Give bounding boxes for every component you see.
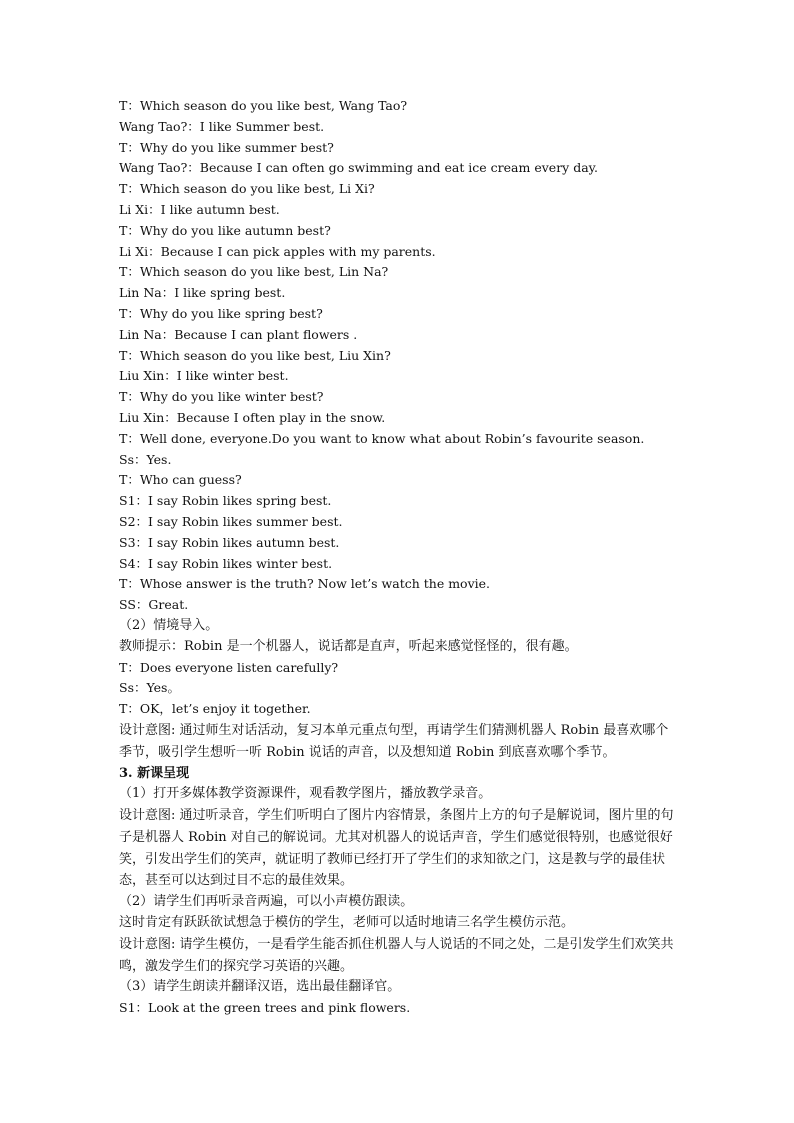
dialogue-line: S4：I say Robin likes winter best. <box>119 555 333 571</box>
section-step: （2）情境导入。 <box>119 617 219 633</box>
dialogue-line: S2：I say Robin likes summer best. <box>119 513 343 529</box>
design-intent-paragraph: 设计意图: 通过师生对话活动，复习本单元重点句型，再请学生们猜测机器人 Robin 最喜欢哪个季节，吸引学生想听一听 Robin 说话的声音，以及想知道 Robin 到底喜欢哪个季节。 <box>119 722 669 760</box>
dialogue-line: T：OK，let’s enjoy it together. <box>119 701 311 717</box>
dialogue-line: T：Well done, everyone.Do you want to know what about Robin’s favourite season. <box>119 430 645 446</box>
dialogue-line: Li Xi：Because I can pick apples with my parents. <box>119 243 436 259</box>
dialogue-line: Lin Na：I like spring best. <box>119 285 286 301</box>
dialogue-line: Wang Tao?：Because I can often go swimming and eat ice cream every day. <box>119 160 599 176</box>
dialogue-line: T：Whose answer is the truth? Now let’s watch the movie. <box>119 576 491 592</box>
dialogue-line: T：Why do you like spring best? <box>119 305 323 321</box>
dialogue-line: T：Who can guess? <box>119 472 242 488</box>
dialogue-line: T：Does everyone listen carefully? <box>119 659 339 675</box>
dialogue-line: SS：Great. <box>119 597 189 613</box>
dialogue-line: Lin Na：Because I can plant flowers . <box>119 326 358 342</box>
dialogue-line: Liu Xin：Because I often play in the snow. <box>119 409 386 425</box>
dialogue-line: T：Which season do you like best, Liu Xin? <box>119 347 391 363</box>
document-body <box>119 96 679 1019</box>
dialogue-line: S1：Look at the green trees and pink flowers. <box>119 1000 411 1016</box>
design-intent-paragraph: 设计意图: 请学生模仿，一是看学生能否抓住机器人与人说话的不同之处，二是引发学生们欢笑共鸣，激发学生们的探究学习英语的兴趣。 <box>119 936 674 974</box>
dialogue-line: S1：I say Robin likes spring best. <box>119 493 332 509</box>
dialogue-line: Ss：Yes. <box>119 451 172 467</box>
design-intent-paragraph: 设计意图: 通过听录音，学生们听明白了图片内容情景，条图片上方的句子是解说词，图片里的句子是机器人 Robin 对自己的解说词。尤其对机器人的说话声音，学生们感觉很特别，也感觉很好笑，引发出学生们的笑声，就证明了教师已经打开了学生们的求知欲之门，这是教与学的最佳状态，甚至可以达到过目不忘的最佳效果。 <box>119 808 674 889</box>
section-step: （1）打开多媒体教学资源课件，观看教学图片，播放教学录音。 <box>119 786 492 802</box>
section-step: （2）请学生们再听录音两遍，可以小声模仿跟读。 <box>119 894 414 910</box>
body-paragraph: 这时肯定有跃跃欲试想急于模仿的学生，老师可以适时地请三名学生模仿示范。 <box>119 915 575 931</box>
teacher-note: 教师提示：Robin 是一个机器人，说话都是直声，听起来感觉怪怪的，很有趣。 <box>119 638 578 654</box>
dialogue-line: Ss：Yes。 <box>119 680 180 696</box>
dialogue-line: T：Why do you like winter best? <box>119 389 324 405</box>
section-step: （3）请学生朗读并翻译汉语，选出最佳翻译官。 <box>119 979 401 995</box>
dialogue-line: Li Xi：I like autumn best. <box>119 201 280 217</box>
dialogue-line: T：Why do you like autumn best? <box>119 222 331 238</box>
section-heading: 3. 新课呈现 <box>119 765 190 781</box>
dialogue-line: T：Which season do you like best, Li Xi? <box>119 181 375 197</box>
dialogue-line: S3：I say Robin likes autumn best. <box>119 534 340 550</box>
dialogue-line: T：Which season do you like best, Lin Na? <box>119 264 389 280</box>
dialogue-line: T：Which season do you like best, Wang Tao? <box>119 98 408 113</box>
dialogue-line: T：Why do you like summer best? <box>119 139 334 155</box>
dialogue-line: Liu Xin：I like winter best. <box>119 368 289 384</box>
dialogue-line: Wang Tao?：I like Summer best. <box>119 118 325 134</box>
